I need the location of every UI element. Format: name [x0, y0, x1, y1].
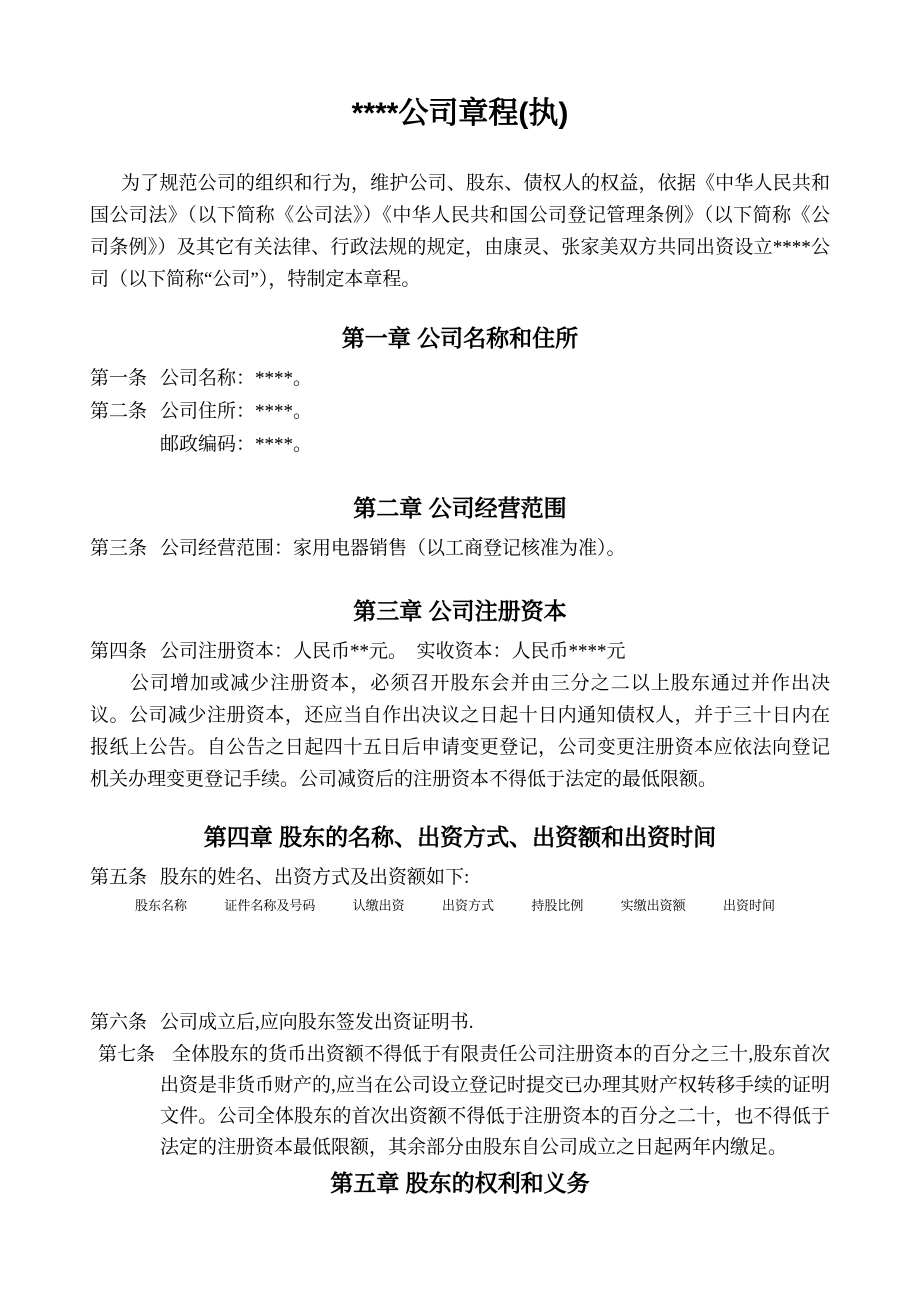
column-header-shareholder-name: 股东名称	[135, 898, 188, 913]
article-row-7	[90, 1039, 830, 1163]
article-text: 股东的姓名、出资方式及出资额如下:	[160, 867, 470, 888]
article-text: 全体股东的货币出资额不得低于有限责任公司注册资本的百分之三十,股东首次出资是非货币财产的,应当在公司设立登记时提交已办理其财产权转移手续的证明文件。公司全体股东的首次出资额不得低于注册资本的百分之二十，也不得低于法定的注册资本最低限额，其余部分由股东自公司成立之日起两年内缴足。	[160, 1044, 830, 1158]
article-row-3	[90, 532, 830, 565]
article-row-postcode	[90, 428, 830, 461]
chapter-5-heading: 第五章 股东的权利和义务	[330, 1170, 590, 1196]
article-row-2	[90, 395, 830, 428]
article-text: 公司成立后,应向股东签发出资证明书.	[160, 1012, 474, 1033]
article-row-4	[90, 635, 830, 668]
column-header-contribution-method: 出资方式	[441, 898, 494, 913]
chapter-3-articles	[90, 635, 830, 668]
column-header-contribution-time: 出资时间	[722, 898, 775, 913]
article-label: 第三条	[90, 538, 148, 559]
chapter-2-heading: 第二章 公司经营范围	[353, 495, 567, 521]
article-row-5	[90, 861, 830, 894]
article-text: 公司注册资本：人民币**元。 实收资本：人民币****元	[160, 641, 626, 662]
article-label: 第七条	[98, 1044, 156, 1065]
capital-change-paragraph: 公司增加或减少注册资本，必须召开股东会并由三分之二以上股东通过并作出决议。公司减少注册资本，还应当自作出决议之日起十日内通知债权人，并于三十日内在报纸上公告。自公告之日起四十五日后申请变更登记，公司变更注册资本应依法向登记机关办理变更登记手续。公司减资后的注册资本不得低于法定的最低限额。	[90, 673, 830, 790]
column-header-id-name-number: 证件名称及号码	[224, 898, 316, 913]
article-label: 第四条	[90, 641, 148, 662]
chapter-4-articles-after-table	[90, 1006, 830, 1163]
article-label: 第一条	[90, 368, 148, 389]
article-text: 公司经营范围：家用电器销售（以工商登记核准为准）。	[160, 538, 626, 559]
chapter-4-heading: 第四章 股东的名称、出资方式、出资额和出资时间	[203, 824, 717, 850]
article-text: 公司名称：****。	[160, 368, 313, 389]
intro-paragraph: 为了规范公司的组织和行为，维护公司、股东、债权人的权益，依据《中华人民共和国公司法》（以下简称《公司法》）《中华人民共和国公司登记管理条例》（以下简称《公司条例》）及其它有关法律、行政法规的规定，由康灵、张家美双方共同出资设立****公司（以下简称“公司”），特制定本章程。	[90, 173, 830, 290]
chapter-4-articles	[90, 861, 830, 894]
column-header-shareholding-ratio: 持股比例	[531, 898, 584, 913]
article-text: 公司住所：****。	[160, 401, 313, 422]
chapter-3-heading: 第三章 公司注册资本	[353, 598, 567, 624]
article-label: 第二条	[90, 401, 148, 422]
article-label: 第六条	[90, 1012, 148, 1033]
chapter-1-articles	[90, 362, 830, 461]
article-row-1	[90, 362, 830, 395]
document-title: ****公司章程(执)	[351, 97, 569, 130]
shareholder-table-empty-rows	[90, 916, 830, 1006]
column-header-subscribed-capital: 认缴出资	[352, 898, 405, 913]
article-label: 第五条	[90, 867, 148, 888]
chapter-1-heading: 第一章 公司名称和住所	[341, 325, 579, 351]
article-text: 邮政编码：****。	[160, 434, 313, 455]
chapter-2-articles	[90, 532, 830, 565]
article-row-6	[90, 1006, 830, 1039]
column-header-paid-in-capital: 实缴出资额	[620, 898, 686, 913]
shareholder-table-header-row	[90, 896, 830, 916]
